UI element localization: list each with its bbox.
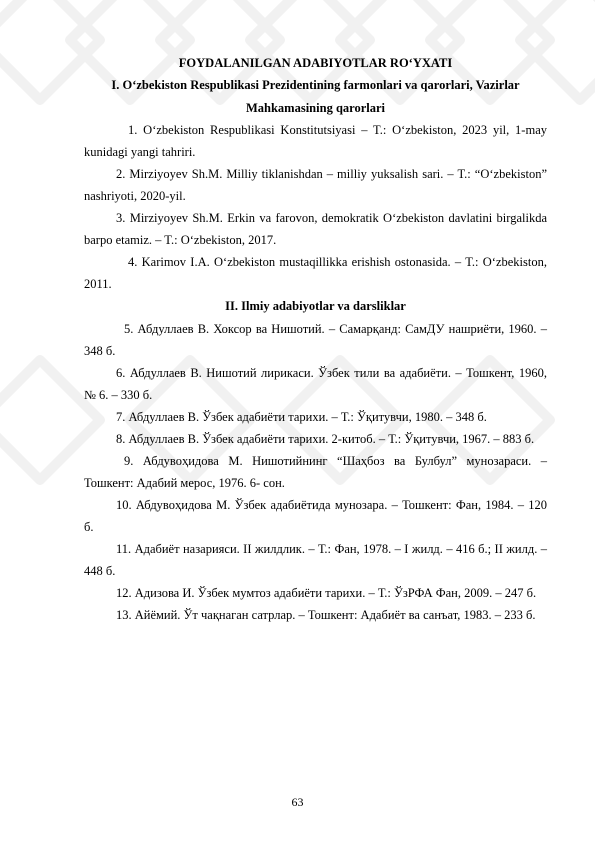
bibliography-entry-5: 5. Абдуллаев В. Хоксор ва Нишотий. – Самарқанд: СамДУ нашриёти, 1960. – 348 б. (84, 321, 547, 358)
bibliography-entry-1: 1. O‘zbekiston Respublikasi Konstitutsiyasi – T.: O‘zbekiston, 2023 yil, 1-may kunidagi yangi tahriri. (84, 123, 547, 159)
bibliography-entry-3: 3. Mirziyoyev Sh.M. Erkin va farovon, demokratik O‘zbekiston davlatini birgalikda barpo etamiz. – T.: O‘zbekiston, 2017. (84, 211, 547, 247)
section-2-title: II. Ilmiy adabiyotlar va darsliklar (225, 299, 406, 313)
bibliography-entry-4: 4. Karimov I.A. O‘zbekiston mustaqillikka erishish ostonasida. – T.: O‘zbekiston, 2011. (84, 255, 547, 291)
page-heading: FOYDALANILGAN ADABIYOTLAR RO‘YXATI (178, 56, 453, 70)
bibliography-entry-13: 13. Айёмий. Ўт чақнаган сатрлар. – Тошкент: Адабиёт ва санъат, 1983. – 233 б. (116, 607, 536, 622)
bibliography-entry-8: 8. Абдуллаев В. Ўзбек адабиёти тарихи. 2-китоб. – Т.: Ўқитувчи, 1967. – 883 б. (116, 431, 535, 446)
page-number: 63 (291, 795, 304, 809)
bibliography-page (84, 52, 547, 626)
bibliography-entry-11: 11. Адабиёт назарияси. II жилдлик. – Т.: Фан, 1978. – I жилд. – 416 б.; II жилд. – 448 б. (84, 541, 547, 578)
bibliography-entry-2: 2. Mirziyoyev Sh.M. Milliy tiklanishdan – milliy yuksalish sari. – T.: “O‘zbekiston” nashriyoti, 2020-yil. (84, 167, 547, 203)
bibliography-entry-12: 12. Адизова И. Ўзбек мумтоз адабиёти тарихи. – Т.: ЎзРФА Фан, 2009. – 247 б. (116, 585, 537, 600)
bibliography-entry-6: 6. Абдуллаев В. Нишотий лирикаси. Ўзбек тили ва адабиёти. – Тошкент, 1960, № 6. – 330 б. (84, 365, 547, 402)
bibliography-entry-7: 7. Абдуллаев В. Ўзбек адабиёти тарихи. – Т.: Ўқитувчи, 1980. – 348 б. (116, 409, 487, 424)
bibliography-entry-9: 9. Абдувоҳидова М. Нишотийнинг “Шаҳбоз ва Булбул” мунозараси. – Тошкент: Адабий мерос, 1976. 6- сон. (84, 453, 547, 490)
bibliography-entry-10: 10. Абдувоҳидова М. Ўзбек адабиётида мунозара. – Тошкент: Фан, 1984. – 120 б. (84, 497, 547, 534)
section-1-title: I. O‘zbekiston Respublikasi Prezidentining farmonlari va qarorlari, Vazirlar Mahkamasining qarorlari (111, 78, 520, 115)
